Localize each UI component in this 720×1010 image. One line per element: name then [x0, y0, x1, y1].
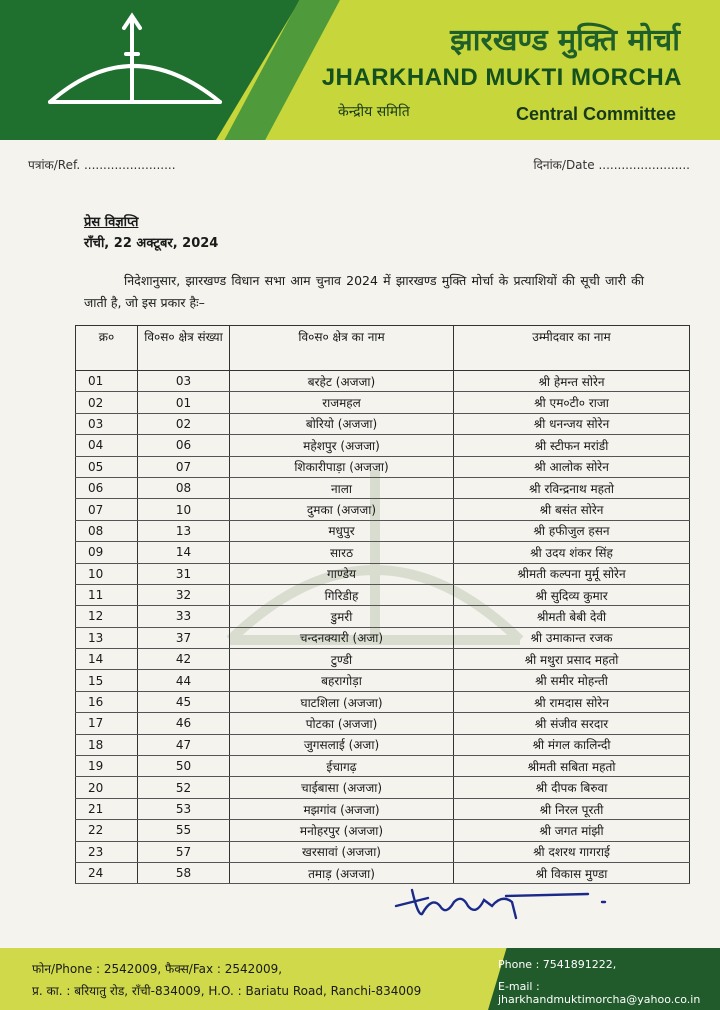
cell-constituency-name: नाला	[230, 477, 454, 498]
cell-serial: 16	[76, 691, 138, 712]
cell-candidate-name: श्री एम०टी० राजा	[454, 392, 690, 413]
cell-serial: 13	[76, 627, 138, 648]
ref-number: पत्रांक/Ref. ........................	[28, 158, 176, 172]
cell-constituency-number: 58	[138, 862, 230, 883]
table-row	[76, 435, 690, 456]
cell-candidate-name: श्री स्टीफन मरांडी	[454, 435, 690, 456]
cell-constituency-name: मझगांव (अजजा)	[230, 798, 454, 819]
cell-constituency-number: 14	[138, 542, 230, 563]
cell-candidate-name: श्री उदय शंकर सिंह	[454, 542, 690, 563]
cell-constituency-name: बहरागोड़ा	[230, 670, 454, 691]
table-row	[76, 371, 690, 392]
cell-candidate-name: श्री मंगल कालिन्दी	[454, 734, 690, 755]
footer-email: E-mail : jharkhandmuktimorcha@yahoo.co.in	[498, 980, 701, 1006]
cell-constituency-name: खरसावां (अजजा)	[230, 841, 454, 862]
table-row	[76, 392, 690, 413]
table-row	[76, 691, 690, 712]
press-release-heading: प्रेस विज्ञप्ति	[84, 215, 139, 230]
cell-constituency-name: मधुपुर	[230, 520, 454, 541]
table-row	[76, 670, 690, 691]
cell-candidate-name: श्री हफीजुल हसन	[454, 520, 690, 541]
cell-constituency-name: राजमहल	[230, 392, 454, 413]
cell-constituency-name: शिकारीपाड़ा (अजजा)	[230, 456, 454, 477]
cell-constituency-number: 47	[138, 734, 230, 755]
table-row	[76, 756, 690, 777]
cell-candidate-name: श्री उमाकान्त रजक	[454, 627, 690, 648]
release-place-date: राँची, 22 अक्टूबर, 2024	[84, 236, 219, 251]
cell-candidate-name: श्री जगत मांझी	[454, 820, 690, 841]
committee-hindi: केन्द्रीय समिति	[338, 104, 410, 120]
cell-candidate-name: श्रीमती कल्पना मुर्मू सोरेन	[454, 563, 690, 584]
footer	[0, 948, 720, 1010]
table-row	[76, 584, 690, 605]
cell-constituency-number: 42	[138, 649, 230, 670]
table-row	[76, 627, 690, 648]
cell-constituency-number: 08	[138, 477, 230, 498]
cell-constituency-number: 01	[138, 392, 230, 413]
cell-constituency-number: 02	[138, 413, 230, 434]
cell-constituency-number: 13	[138, 520, 230, 541]
cell-constituency-name: चन्दनक्यारी (अजा)	[230, 627, 454, 648]
cell-candidate-name: श्री मथुरा प्रसाद महतो	[454, 649, 690, 670]
cell-candidate-name: श्री समीर मोहन्ती	[454, 670, 690, 691]
party-name-hindi: झारखण्ड मुक्ति मोर्चा	[450, 23, 680, 58]
cell-constituency-name: घाटशिला (अजजा)	[230, 691, 454, 712]
table-row	[76, 542, 690, 563]
table-row	[76, 841, 690, 862]
cell-constituency-name: तमाड़ (अजजा)	[230, 862, 454, 883]
cell-constituency-number: 37	[138, 627, 230, 648]
cell-candidate-name: श्री संजीव सरदार	[454, 713, 690, 734]
cell-constituency-number: 55	[138, 820, 230, 841]
footer-address: प्र. का. : बरियातु रोड, राँची-834009, H.O. : Bariatu Road, Ranchi-834009	[32, 984, 422, 998]
cell-constituency-number: 07	[138, 456, 230, 477]
table-row	[76, 606, 690, 627]
cell-serial: 06	[76, 477, 138, 498]
cell-candidate-name: श्री दीपक बिरुवा	[454, 777, 690, 798]
table-row	[76, 777, 690, 798]
cell-serial: 20	[76, 777, 138, 798]
cell-constituency-number: 46	[138, 713, 230, 734]
cell-constituency-number: 50	[138, 756, 230, 777]
cell-constituency-number: 31	[138, 563, 230, 584]
cell-constituency-number: 06	[138, 435, 230, 456]
cell-constituency-number: 53	[138, 798, 230, 819]
cell-serial: 01	[76, 371, 138, 392]
cell-candidate-name: श्री दशरथ गागराई	[454, 841, 690, 862]
cell-serial: 21	[76, 798, 138, 819]
cell-candidate-name: श्री सुदिव्य कुमार	[454, 584, 690, 605]
intro-paragraph: निदेशानुसार, झारखण्ड विधान सभा आम चुनाव 2024 में झारखण्ड मुक्ति मोर्चा के प्रत्याशियों की सूची जारी की जाती है, जो इस प्रकार हैः–	[84, 273, 644, 310]
signature-icon	[388, 876, 618, 926]
cell-candidate-name: श्री धनन्जय सोरेन	[454, 413, 690, 434]
table-row	[76, 649, 690, 670]
cell-constituency-number: 33	[138, 606, 230, 627]
cell-candidate-name: श्रीमती बेबी देवी	[454, 606, 690, 627]
cell-constituency-name: मनोहरपुर (अजजा)	[230, 820, 454, 841]
cell-serial: 23	[76, 841, 138, 862]
table-row	[76, 798, 690, 819]
table-header-row	[76, 326, 690, 371]
date-field: दिनांक/Date ........................	[533, 158, 690, 172]
party-name-english: JHARKHAND MUKTI MORCHA	[321, 64, 682, 91]
cell-constituency-number: 44	[138, 670, 230, 691]
cell-serial: 04	[76, 435, 138, 456]
cell-constituency-number: 52	[138, 777, 230, 798]
table-row	[76, 456, 690, 477]
cell-candidate-name: श्री हेमन्त सोरेन	[454, 371, 690, 392]
cell-serial: 22	[76, 820, 138, 841]
letterhead	[0, 0, 720, 140]
cell-constituency-name: ईचागढ़	[230, 756, 454, 777]
col-candidate-name: उम्मीदवार का नाम	[454, 326, 690, 371]
cell-constituency-name: चाईबासा (अजजा)	[230, 777, 454, 798]
cell-candidate-name: श्री निरल पूरती	[454, 798, 690, 819]
cell-candidate-name: श्री रविन्द्रनाथ महतो	[454, 477, 690, 498]
cell-serial: 24	[76, 862, 138, 883]
cell-serial: 19	[76, 756, 138, 777]
cell-constituency-name: बोरियो (अजजा)	[230, 413, 454, 434]
cell-candidate-name: श्री विकास मुण्डा	[454, 862, 690, 883]
cell-constituency-name: गाण्डेय	[230, 563, 454, 584]
cell-serial: 17	[76, 713, 138, 734]
cell-constituency-name: गिरिडीह	[230, 584, 454, 605]
cell-candidate-name: श्री रामदास सोरेन	[454, 691, 690, 712]
col-constituency-name: वि०स० क्षेत्र का नाम	[230, 326, 454, 371]
committee-english: Central Committee	[515, 104, 676, 124]
table-row	[76, 820, 690, 841]
cell-serial: 08	[76, 520, 138, 541]
footer-phone-fax: फोन/Phone : 2542009, फैक्स/Fax : 2542009,	[32, 962, 283, 976]
cell-serial: 07	[76, 499, 138, 520]
cell-serial: 05	[76, 456, 138, 477]
cell-constituency-number: 57	[138, 841, 230, 862]
col-serial: क्र०	[76, 326, 138, 371]
cell-serial: 18	[76, 734, 138, 755]
cell-candidate-name: श्री आलोक सोरेन	[454, 456, 690, 477]
footer-mobile: Phone : 7541891222,	[498, 958, 617, 971]
cell-constituency-name: बरहेट (अजजा)	[230, 371, 454, 392]
cell-constituency-name: जुगसलाई (अजा)	[230, 734, 454, 755]
cell-serial: 09	[76, 542, 138, 563]
cell-constituency-number: 32	[138, 584, 230, 605]
cell-constituency-name: टुण्डी	[230, 649, 454, 670]
cell-constituency-number: 45	[138, 691, 230, 712]
table-row	[76, 563, 690, 584]
col-constituency-number: वि०स० क्षेत्र संख्या	[138, 326, 230, 371]
cell-constituency-name: सारठ	[230, 542, 454, 563]
table-row	[76, 734, 690, 755]
table-row	[76, 413, 690, 434]
candidate-table	[75, 325, 690, 884]
table-row	[76, 520, 690, 541]
cell-serial: 11	[76, 584, 138, 605]
table-row	[76, 713, 690, 734]
cell-serial: 15	[76, 670, 138, 691]
cell-candidate-name: श्रीमती सबिता महतो	[454, 756, 690, 777]
cell-serial: 02	[76, 392, 138, 413]
cell-serial: 03	[76, 413, 138, 434]
cell-candidate-name: श्री बसंत सोरेन	[454, 499, 690, 520]
bow-arrow-logo-icon	[40, 10, 240, 120]
cell-constituency-name: दुमका (अजजा)	[230, 499, 454, 520]
cell-constituency-name: महेशपुर (अजजा)	[230, 435, 454, 456]
cell-constituency-number: 03	[138, 371, 230, 392]
cell-serial: 10	[76, 563, 138, 584]
cell-serial: 12	[76, 606, 138, 627]
cell-constituency-name: पोटका (अजजा)	[230, 713, 454, 734]
table-row	[76, 499, 690, 520]
table-row	[76, 477, 690, 498]
cell-serial: 14	[76, 649, 138, 670]
cell-constituency-number: 10	[138, 499, 230, 520]
cell-constituency-name: डुमरी	[230, 606, 454, 627]
